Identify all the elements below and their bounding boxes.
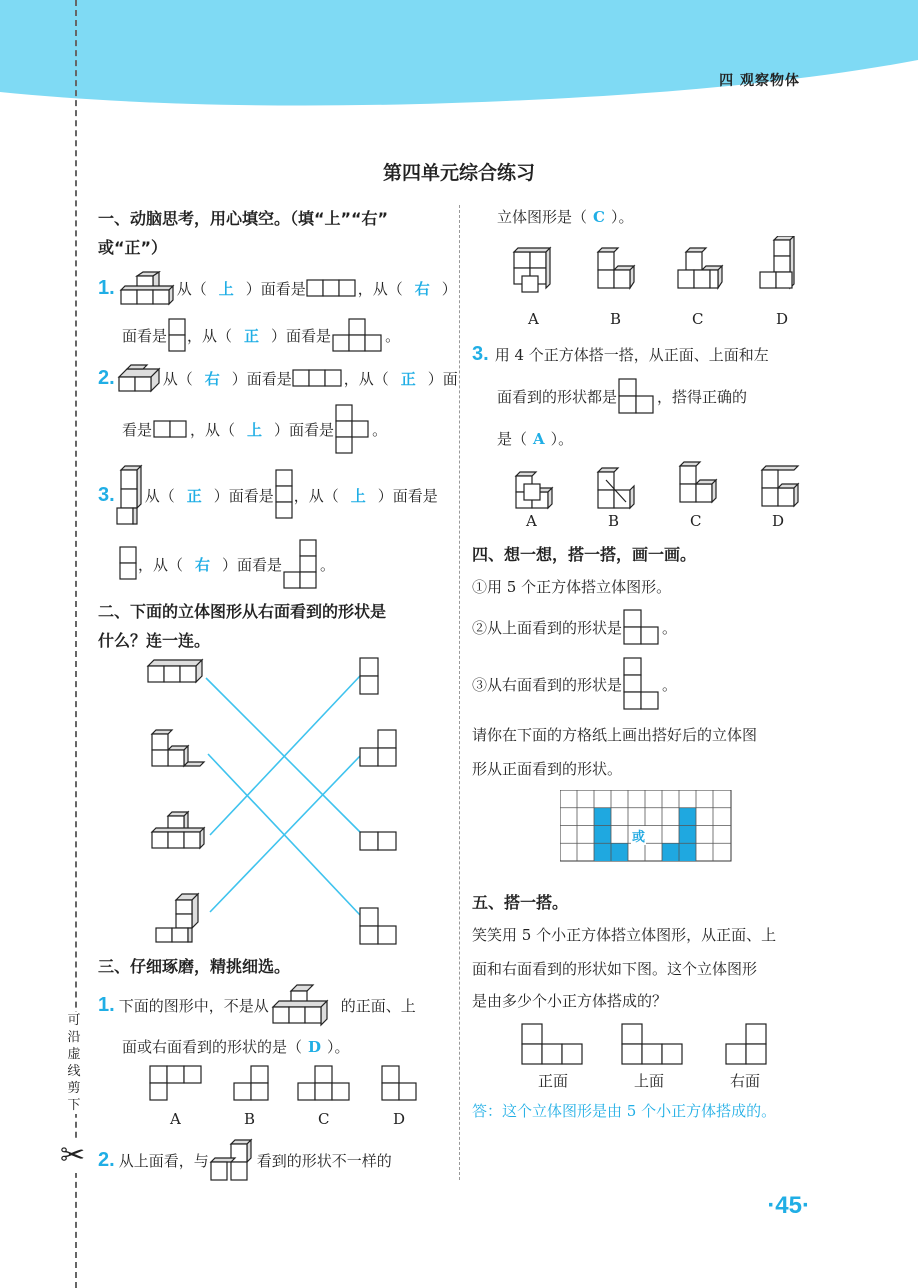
cube-figure-icon — [115, 270, 177, 306]
s4-item2: ②从上面看到的形状是 。 — [472, 608, 677, 646]
s4-item1: ①用 5 个正方体搭立体图形。 — [472, 578, 672, 596]
cube-figure-icon — [209, 1138, 257, 1182]
answer: 上 — [350, 486, 366, 505]
option-label: A — [528, 310, 539, 328]
s3-q3-line1: 3. 用 4 个正方体搭一搭，从正面、上面和左 — [472, 342, 769, 365]
matching-lines — [206, 676, 360, 915]
section2-heading-cont: 什么？连一连。 — [98, 631, 211, 650]
option-label: C — [318, 1110, 330, 1128]
view-label-right: 右面 — [730, 1072, 761, 1090]
s3-q2-options-figures — [508, 236, 808, 302]
view-label-front: 正面 — [538, 1072, 569, 1090]
option-label: D — [772, 512, 785, 530]
question-number: 1. — [98, 993, 115, 1016]
two-squares-row-icon — [152, 419, 190, 439]
view-label-top: 上面 — [634, 1072, 665, 1090]
answer: A — [533, 430, 545, 448]
shape-right-3 — [360, 832, 396, 850]
s1-q3-line1: 3. 从（ 正 ）面看是 ，从（ 上 ）面看是 — [98, 464, 438, 526]
s4-para2: 形从正面看到的形状。 — [472, 760, 623, 778]
section3-heading: 三、仔细琢磨，精挑细选。 — [98, 957, 291, 976]
two-squares-column-icon — [118, 545, 138, 583]
s1-q1-line1: 1. 从（ 上 ）面看是 ，从（ 右 ） — [98, 270, 457, 306]
option-label: C — [690, 512, 702, 530]
top-view — [622, 1024, 682, 1064]
answer: D — [308, 1038, 322, 1056]
answer: 正 — [400, 369, 416, 388]
right-view-icon — [622, 656, 662, 712]
header-band — [0, 0, 918, 110]
matching-diagram — [140, 650, 410, 945]
question-number: 2. — [98, 1148, 115, 1171]
shape-right-1 — [360, 658, 378, 694]
question-number: 1. — [98, 276, 115, 299]
right-view-shape-icon — [282, 538, 320, 590]
s5-para1: 笑笑用 5 个小正方体搭立体图形，从正面、上 — [472, 926, 777, 944]
question-number: 3. — [98, 483, 115, 506]
option-label: A — [170, 1110, 181, 1128]
unit-label: 四 观察物体 — [719, 73, 800, 89]
s3-q2-line1: 2. 从上面看，与 看到的形状不一样的 — [98, 1138, 392, 1182]
figure-left-3 — [152, 812, 204, 848]
section1-heading: 一、动脑思考，用心填空。（填“上”“右” — [98, 209, 389, 228]
option-label: D — [776, 310, 789, 328]
question-number: 3. — [472, 342, 489, 365]
answer: 右 — [195, 555, 211, 574]
s3-q3-line3: 是（ A ）。 — [497, 430, 574, 448]
answer: 上 — [247, 420, 263, 439]
cube-figure-icon — [269, 983, 341, 1027]
option-label: D — [393, 1110, 406, 1128]
scissors-icon: ✂ — [60, 1138, 86, 1173]
s1-q2-line1: 2. 从（ 右 ）面看是 ，从（ 正 ）面 — [98, 360, 458, 396]
front-view — [522, 1024, 582, 1064]
l-shape-icon — [617, 377, 657, 415]
s4-para1: 请你在下面的方格纸上画出搭好后的立体图 — [472, 726, 758, 744]
top-view-shape-icon — [334, 403, 372, 455]
grid-or-label: 或 — [631, 826, 646, 845]
s1-q3-line2: ，从（ 右 ）面看是 。 — [118, 537, 335, 591]
s3-q1-line2: 面或右面看到的形状的是（ D ）。 — [122, 1038, 350, 1056]
section4-heading: 四、想一想，搭一搭，画一画。 — [472, 545, 697, 564]
cut-hint: 可沿虚线剪下 — [62, 1012, 86, 1114]
s5-para2: 面和右面看到的形状如下图。这个立体图形 — [472, 960, 758, 978]
page-title: 第四单元综合练习 — [382, 162, 535, 184]
option-label: A — [526, 512, 537, 530]
right-view — [726, 1024, 766, 1064]
section5-heading: 五、搭一搭。 — [472, 893, 569, 912]
s5-answer: 答：这个立体图形是由 5 个小正方体搭成的。 — [472, 1102, 777, 1120]
option-label: C — [692, 310, 704, 328]
s3-q2-line2: 立体图形是（ C ）。 — [497, 208, 634, 226]
figure-left-1 — [148, 660, 202, 682]
top-view-icon — [622, 608, 662, 646]
section2-heading: 二、下面的立体图形从右面看到的形状是 — [98, 602, 387, 621]
figure-left-2 — [152, 730, 204, 766]
s1-q2-line2: 看是 ，从（ 上 ）面看是 。 — [122, 402, 387, 456]
s5-views — [520, 1022, 770, 1066]
s1-q1-line2: 面看是 ，从（ 正 ）面看是 。 — [122, 315, 400, 355]
answer: C — [593, 208, 605, 226]
shape-right-2 — [360, 730, 396, 766]
answer: 右 — [204, 369, 220, 388]
answer: 上 — [218, 279, 234, 298]
three-squares-row-icon — [306, 278, 358, 298]
option-label: B — [610, 310, 622, 328]
s3-q3-options-figures — [508, 458, 808, 510]
figure-left-4 — [156, 894, 198, 942]
answer: 正 — [186, 486, 202, 505]
question-number: 2. — [98, 366, 115, 389]
answer: 正 — [244, 326, 260, 345]
s5-para3: 是由多少个小正方体搭成的？ — [472, 992, 668, 1010]
three-squares-column-icon — [274, 468, 294, 522]
two-squares-column-icon — [167, 317, 187, 353]
s4-item3: ③从右面看到的形状是 。 — [472, 656, 677, 712]
option-label: B — [608, 512, 620, 530]
cube-figure-icon — [115, 361, 163, 395]
answer: 右 — [414, 279, 430, 298]
option-label: B — [244, 1110, 256, 1128]
s3-q3-line2: 面看到的形状都是 ，搭得正确的 — [497, 376, 747, 416]
s3-q1-line1: 1. 下面的图形中，不是从 的正面、上 — [98, 983, 416, 1027]
page-number: ·45· — [767, 1192, 810, 1219]
column-divider — [459, 205, 460, 1180]
section1-heading-cont: 或“正”） — [98, 238, 168, 257]
cube-tower-icon — [115, 464, 145, 526]
three-squares-row-icon — [292, 368, 344, 388]
shape-right-4 — [360, 908, 396, 944]
s3-q1-options-shapes — [146, 1064, 426, 1106]
t-shape-icon — [331, 317, 385, 353]
